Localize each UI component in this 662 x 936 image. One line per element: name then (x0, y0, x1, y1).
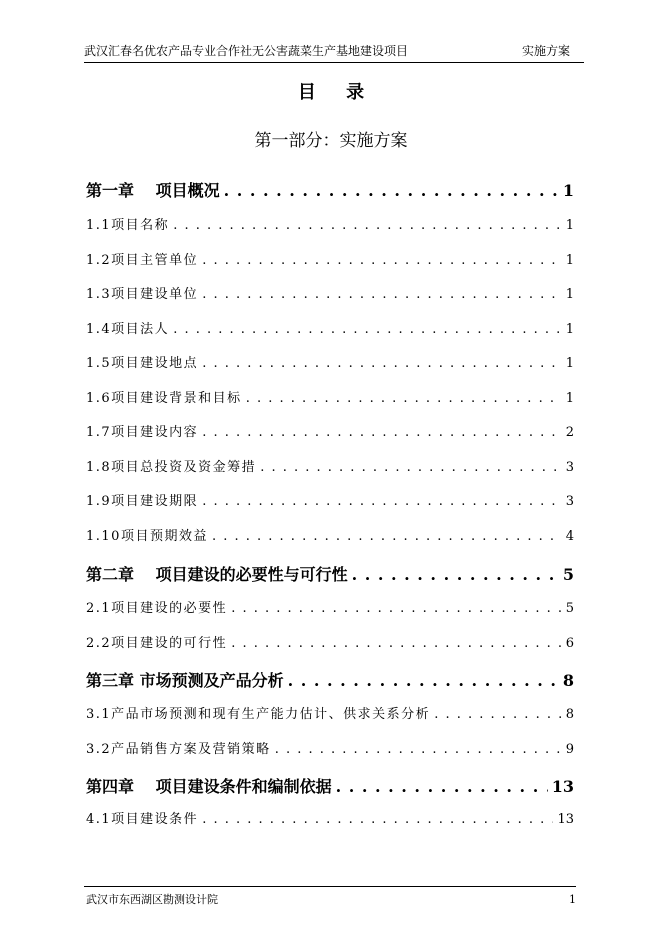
toc-entry-3-1[interactable] (86, 703, 574, 722)
toc-entry-text: 3.2产品销售方案及营销策略 (86, 742, 271, 757)
toc-entry-page: 9 (565, 742, 574, 757)
toc-entry-page: 3 (565, 460, 574, 475)
toc-entry-1-2[interactable] (86, 249, 574, 268)
dot-leader (336, 777, 548, 796)
dot-leader (202, 425, 562, 440)
toc-entry-chapter-3[interactable] (86, 668, 574, 691)
dot-leader (202, 494, 562, 509)
dot-leader (260, 460, 562, 475)
toc-entry-text: 1.10项目预期效益 (86, 529, 208, 544)
toc-entry-2-2[interactable] (86, 632, 574, 651)
toc-entry-3-2[interactable] (86, 738, 574, 757)
toc-entry-1-8[interactable] (86, 456, 574, 475)
dot-leader (246, 391, 562, 406)
dot-leader (224, 181, 559, 200)
toc-entry-page: 6 (565, 636, 574, 651)
toc-entry-page: 1 (565, 218, 574, 233)
toc-entry-2-1[interactable] (86, 597, 574, 616)
dot-leader (288, 671, 559, 690)
dot-leader (231, 601, 562, 616)
toc-entry-text: 1.8项目总投资及资金筹措 (86, 460, 257, 475)
toc-entry-text: 1.1项目名称 (86, 218, 170, 233)
toc-entry-1-6[interactable] (86, 387, 574, 406)
toc-entry-1-10[interactable] (86, 525, 574, 544)
toc-entry-page: 8 (565, 707, 574, 722)
toc-entry-text: 第三章 市场预测及产品分析 (86, 671, 284, 690)
dot-leader (173, 322, 562, 337)
dot-leader (212, 529, 562, 544)
toc-entry-text: 第二章 项目建设的必要性与可行性 (86, 565, 348, 584)
toc-entry-text: 第一章 项目概况 (86, 181, 220, 200)
toc-entry-page: 13 (557, 812, 574, 827)
dot-leader (202, 287, 562, 302)
toc-entry-text: 1.6项目建设背景和目标 (86, 391, 242, 406)
toc-entry-4-1[interactable] (86, 808, 574, 827)
dot-leader (202, 356, 562, 371)
toc-entry-1-9[interactable] (86, 490, 574, 509)
footer-page-number: 1 (569, 893, 576, 906)
toc-entry-text: 1.2项目主管单位 (86, 253, 199, 268)
toc-entry-1-7[interactable] (86, 421, 574, 440)
dot-leader (352, 565, 559, 584)
toc-entry-1-5[interactable] (86, 352, 574, 371)
toc-entry-page: 5 (565, 601, 574, 616)
toc-entry-chapter-4[interactable] (86, 774, 574, 797)
toc-entry-text: 2.1项目建设的必要性 (86, 601, 228, 616)
toc-entry-page: 1 (565, 287, 574, 302)
toc-entry-page: 3 (565, 494, 574, 509)
toc-entry-page: 13 (551, 777, 574, 796)
toc-entry-text: 2.2项目建设的可行性 (86, 636, 228, 651)
dot-leader (434, 707, 562, 722)
footer-organization: 武汉市东西湖区勘测设计院 (86, 893, 218, 906)
toc-entry-1-1[interactable] (86, 214, 574, 233)
toc-entry-page: 1 (565, 391, 574, 406)
toc-entry-text: 1.5项目建设地点 (86, 356, 199, 371)
toc-entry-1-3[interactable] (86, 283, 574, 302)
header-project-title: 武汉汇春名优农产品专业合作社无公害蔬菜生产基地建设项目 (84, 44, 409, 58)
toc-entry-page: 8 (562, 671, 574, 690)
toc-entry-1-4[interactable] (86, 318, 574, 337)
toc-entry-text: 第四章 项目建设条件和编制依据 (86, 777, 332, 796)
header-section-title: 实施方案 (521, 44, 570, 58)
toc-entry-page: 1 (565, 253, 574, 268)
dot-leader (275, 742, 562, 757)
toc-entry-text: 4.1项目建设条件 (86, 812, 199, 827)
page-header (84, 40, 584, 63)
toc-entry-page: 1 (562, 181, 574, 200)
toc-entry-page: 2 (565, 425, 574, 440)
toc-entry-chapter-1[interactable] (86, 178, 574, 201)
toc-entry-text: 1.4项目法人 (86, 322, 170, 337)
toc-entry-text: 1.9项目建设期限 (86, 494, 199, 509)
toc-subtitle: 第一部分：实施方案 (254, 131, 408, 151)
toc-entry-page: 1 (565, 356, 574, 371)
page-footer (84, 886, 576, 909)
toc-entry-page: 4 (565, 529, 574, 544)
dot-leader (202, 253, 562, 268)
toc-entry-chapter-2[interactable] (86, 562, 574, 585)
toc-entry-page: 1 (565, 322, 574, 337)
toc-entry-text: 1.3项目建设单位 (86, 287, 199, 302)
dot-leader (173, 218, 562, 233)
toc-entry-page: 5 (562, 565, 574, 584)
dot-leader (231, 636, 562, 651)
toc-entry-text: 3.1产品市场预测和现有生产能力估计、供求关系分析 (86, 707, 431, 722)
toc-title: 目 录 (297, 82, 377, 103)
dot-leader (202, 812, 553, 827)
toc-entry-text: 1.7项目建设内容 (86, 425, 199, 440)
